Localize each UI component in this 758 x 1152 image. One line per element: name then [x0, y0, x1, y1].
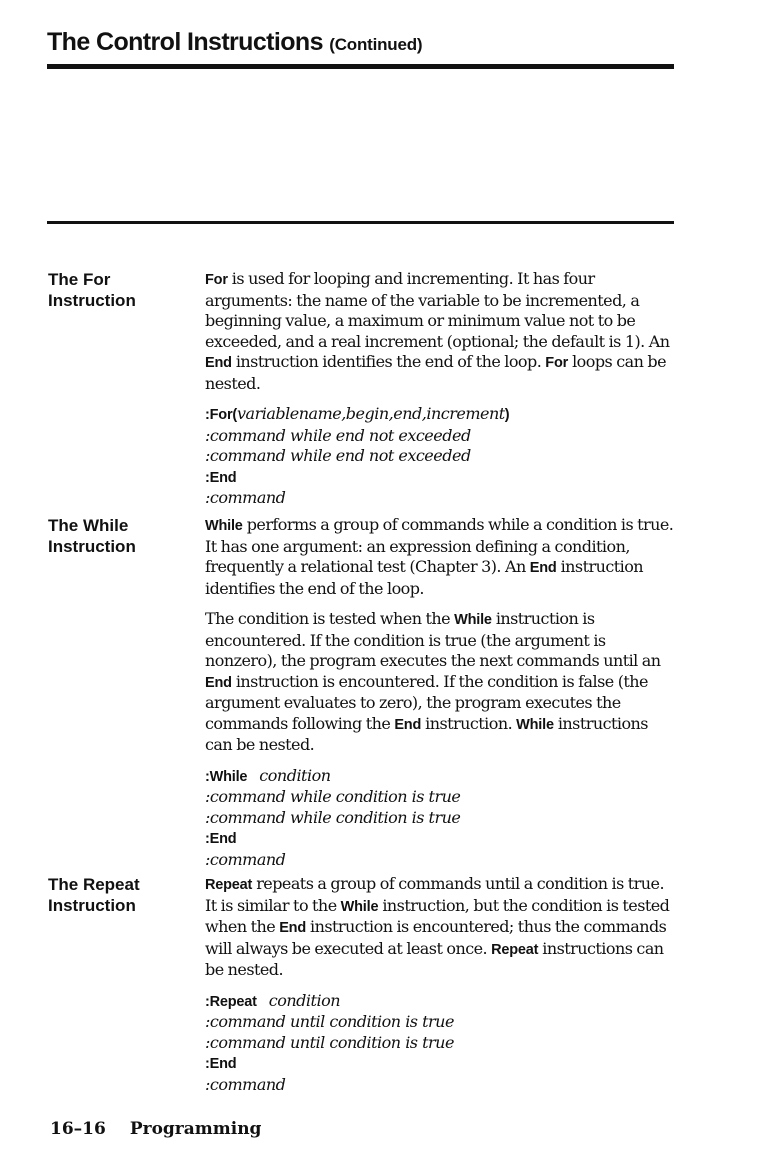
code-keyword: :For( — [205, 407, 238, 423]
body-keyword: While — [340, 898, 379, 915]
body-keyword: For — [545, 355, 569, 371]
for-instruction-heading: The For Instruction — [48, 270, 136, 310]
body-keyword: End — [205, 674, 232, 691]
body-paragraph — [205, 515, 677, 599]
code-argument: condition — [268, 990, 341, 1010]
code-argument: variablename,begin,end,increment — [237, 404, 505, 423]
code-line — [205, 1012, 677, 1033]
body-paragraph — [205, 874, 677, 981]
code-keyword: :End — [205, 469, 237, 486]
body-keyword: While — [205, 518, 243, 534]
code-text: :command while condition is true — [205, 807, 461, 827]
while-instruction-heading: The While Instruction — [48, 516, 136, 556]
chapter-name: Programming — [129, 1119, 262, 1139]
continued-label: (Continued) — [329, 35, 423, 54]
code-line — [205, 850, 677, 871]
code-example — [205, 404, 677, 509]
code-text: :command while end not exceeded — [205, 446, 471, 465]
body-keyword: Repeat — [205, 877, 253, 893]
body-keyword: End — [279, 920, 306, 936]
code-line — [205, 488, 677, 509]
body-keyword: End — [205, 355, 232, 371]
body-text: instructions can be nested. — [205, 938, 664, 979]
code-keyword: :Repeat — [205, 993, 257, 1010]
code-line — [205, 766, 677, 788]
code-line — [205, 787, 677, 808]
page-number: 16–16 — [50, 1119, 106, 1139]
for-instruction-body — [205, 269, 677, 509]
code-text: :command while end not exceeded — [205, 425, 471, 445]
body-text: instruction is encountered. If the condition is false (the argument evaluates to zero), the program executes the commands following the — [205, 671, 648, 733]
code-text: :command while condition is true — [205, 787, 461, 806]
body-text: instruction identifies the end of the loop. — [231, 352, 546, 371]
code-text: :command — [205, 849, 286, 869]
header-rule — [47, 64, 674, 69]
body-text: performs a group of commands while a condition is true. It has one argument: an expression defining a condition, frequently a relational test (Chapter 3). An — [205, 515, 674, 576]
body-text: repeats a group of commands until a condition is true. It is similar to the — [205, 874, 664, 915]
body-keyword: End — [394, 716, 422, 733]
code-line — [205, 446, 677, 467]
page-footer — [50, 1119, 261, 1139]
body-text: is used for looping and incrementing. It has four arguments: the name of the variable to be incremented, a beginning value, a maximum or minimum value not to be exceeded, and a real increment (optional; the default is 1). An — [205, 269, 670, 351]
repeat-instruction-heading: The Repeat Instruction — [48, 875, 140, 915]
body-keyword: End — [529, 560, 557, 576]
body-keyword: While — [454, 612, 492, 628]
body-text: instruction is encountered. If the condition is true (the argument is nonzero), the program executes the next commands until an — [205, 609, 661, 670]
code-line — [205, 1075, 677, 1096]
code-argument: condition — [259, 765, 331, 785]
body-keyword: While — [516, 716, 554, 733]
body-text: instruction, but the condition is tested when the — [205, 895, 670, 936]
code-line — [205, 828, 677, 850]
code-line — [205, 404, 677, 426]
code-text: :command until condition is true — [205, 1032, 454, 1052]
page-title-text: The Control Instructions — [47, 28, 323, 56]
body-paragraph — [205, 269, 677, 394]
body-paragraph — [205, 609, 677, 756]
code-line — [205, 426, 677, 447]
repeat-instruction-body — [205, 874, 677, 1095]
body-text: instruction identifies the end of the loop. — [205, 557, 644, 598]
code-line — [205, 808, 677, 829]
code-keyword: :While — [205, 768, 248, 785]
body-text: instructions can be nested. — [205, 713, 648, 754]
body-keyword: Repeat — [491, 941, 539, 958]
code-line — [205, 1033, 677, 1054]
code-line — [205, 467, 677, 489]
body-keyword: For — [205, 272, 228, 288]
code-text: :command — [205, 1074, 286, 1094]
code-line — [205, 991, 677, 1013]
while-instruction-body — [205, 515, 677, 870]
body-text: instruction is encountered; thus the commands will always be executed at least once. — [205, 917, 667, 958]
page-title — [47, 28, 422, 57]
code-keyword: :End — [205, 831, 237, 847]
code-text: :command until condition is true — [205, 1012, 454, 1031]
body-text: loops can be nested. — [205, 352, 667, 393]
section-divider-rule — [47, 221, 674, 224]
body-text: The condition is tested when the — [205, 609, 455, 628]
code-keyword: :End — [205, 1056, 237, 1072]
code-example — [205, 766, 677, 871]
code-example — [205, 991, 677, 1096]
code-text: :command — [205, 488, 286, 507]
code-keyword: ) — [504, 407, 510, 423]
code-line — [205, 1053, 677, 1075]
body-text: instruction. — [421, 713, 517, 733]
